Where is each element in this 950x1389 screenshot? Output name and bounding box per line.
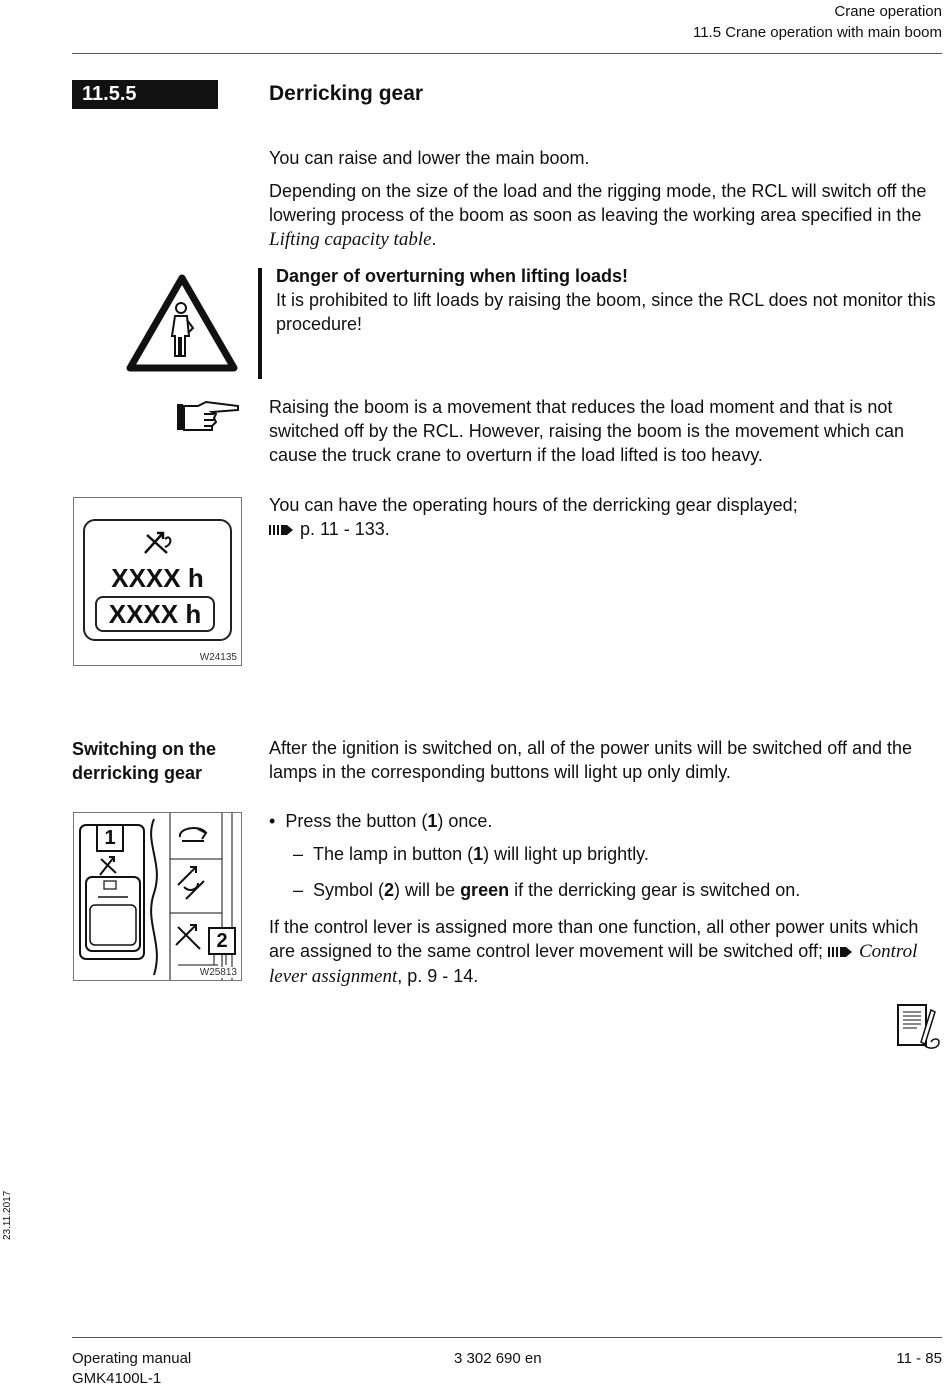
hours-reference[interactable]	[269, 517, 941, 541]
bullet-text-b: ) once.	[437, 811, 493, 831]
hours-text: You can have the operating hours of the derricking gear displayed;	[269, 495, 798, 515]
footer-document-number: 3 302 690 en	[454, 1350, 542, 1367]
dash: –	[293, 844, 314, 864]
footer-rule	[72, 1337, 942, 1338]
note-paragraph: Raising the boom is a movement that reduces the load moment and that is not switched off by the RCL. However, raising the boom is the movement which can cause the truck crane to overturn if the load lifted is too heavy.	[269, 397, 904, 465]
warning-triangle-icon	[125, 272, 239, 374]
footer-model: GMK4100L-1	[72, 1370, 162, 1387]
bullet-item	[269, 809, 941, 833]
sub1-text-b: ) will light up brightly.	[483, 844, 649, 864]
header-chapter: Crane operation	[834, 3, 942, 20]
callout-2: 2	[208, 927, 236, 955]
sub2-green: green	[460, 880, 510, 900]
sub2-number: 2	[384, 880, 395, 900]
section-title: Derricking gear	[269, 82, 424, 105]
sub1-number: 1	[473, 844, 484, 864]
intro-paragraph-2	[269, 179, 941, 252]
cross-reference-arrow-icon	[828, 945, 854, 959]
figure-id: W25813	[199, 967, 237, 978]
hours-paragraph	[269, 493, 941, 541]
lever-text: If the control lever is assigned more than one function, all other power units which are assigned to the same control lever movement will be switched off;	[269, 917, 919, 961]
sub2-text-c: if the derricking gear is switched on.	[509, 880, 801, 900]
header-rule	[72, 53, 942, 54]
dash: –	[293, 880, 314, 900]
figure-operating-hours	[73, 497, 242, 666]
sub-item-1	[293, 842, 933, 866]
control-lever-assignment-ref[interactable]: Control lever assignment	[269, 941, 918, 987]
hours-value-total: XXXX h	[111, 563, 204, 593]
figure-control-panel	[73, 812, 242, 981]
bullet-text-a: Press the button (	[285, 811, 428, 831]
display-panel	[83, 519, 232, 641]
lever-page-ref: , p. 9 - 14.	[397, 966, 479, 986]
header-section: 11.5 Crane operation with main boom	[692, 24, 942, 41]
intro-period: .	[431, 229, 437, 249]
danger-block	[276, 264, 936, 336]
side-date: 23.11.2017	[2, 1190, 13, 1240]
lever-paragraph	[269, 915, 941, 989]
sub1-text-a: The lamp in button (	[313, 844, 474, 864]
subsection-heading: Switching on the derricking gear	[72, 739, 216, 783]
bullet-dot: •	[269, 811, 286, 831]
danger-title: Danger of overturning when lifting loads!	[276, 266, 629, 286]
footer-page-number: 11 - 85	[896, 1350, 942, 1367]
footer-manual: Operating manual	[72, 1350, 192, 1367]
danger-bar	[258, 268, 262, 379]
danger-text: It is prohibited to lift loads by raising the boom, since the RCL does not monitor this procedure!	[276, 290, 936, 334]
document-icon	[895, 1002, 943, 1052]
intro-text: Depending on the size of the load and the rigging mode, the RCL will switch off the lowering process of the boom as soon as leaving the working area specified in the	[269, 181, 927, 225]
sub-item-2	[293, 878, 933, 902]
hours-page-ref: p. 11 - 133.	[300, 519, 390, 539]
bullet-number: 1	[427, 811, 438, 831]
sub2-text-a: Symbol (	[313, 880, 385, 900]
derricking-gear-symbol-icon	[141, 527, 175, 555]
callout-1: 1	[96, 824, 124, 852]
section-number: 11.5.5	[72, 80, 218, 109]
running-header	[693, 1, 942, 43]
hours-value-partial: XXXX h	[108, 599, 202, 629]
lifting-capacity-table-ref[interactable]: Lifting capacity table	[269, 229, 432, 250]
pointing-hand-icon	[176, 400, 242, 434]
switching-intro: After the ignition is switched on, all of the power units will be switched off and the lamps in the corresponding buttons will light up only dimly.	[269, 738, 913, 782]
cross-reference-arrow-icon	[269, 523, 295, 537]
figure-id: W24135	[199, 652, 237, 663]
sub2-text-b: ) will be	[394, 880, 461, 900]
footer-left	[72, 1349, 191, 1389]
intro-paragraph-1: You can raise and lower the main boom.	[269, 148, 590, 168]
hours-value-box	[95, 596, 215, 632]
